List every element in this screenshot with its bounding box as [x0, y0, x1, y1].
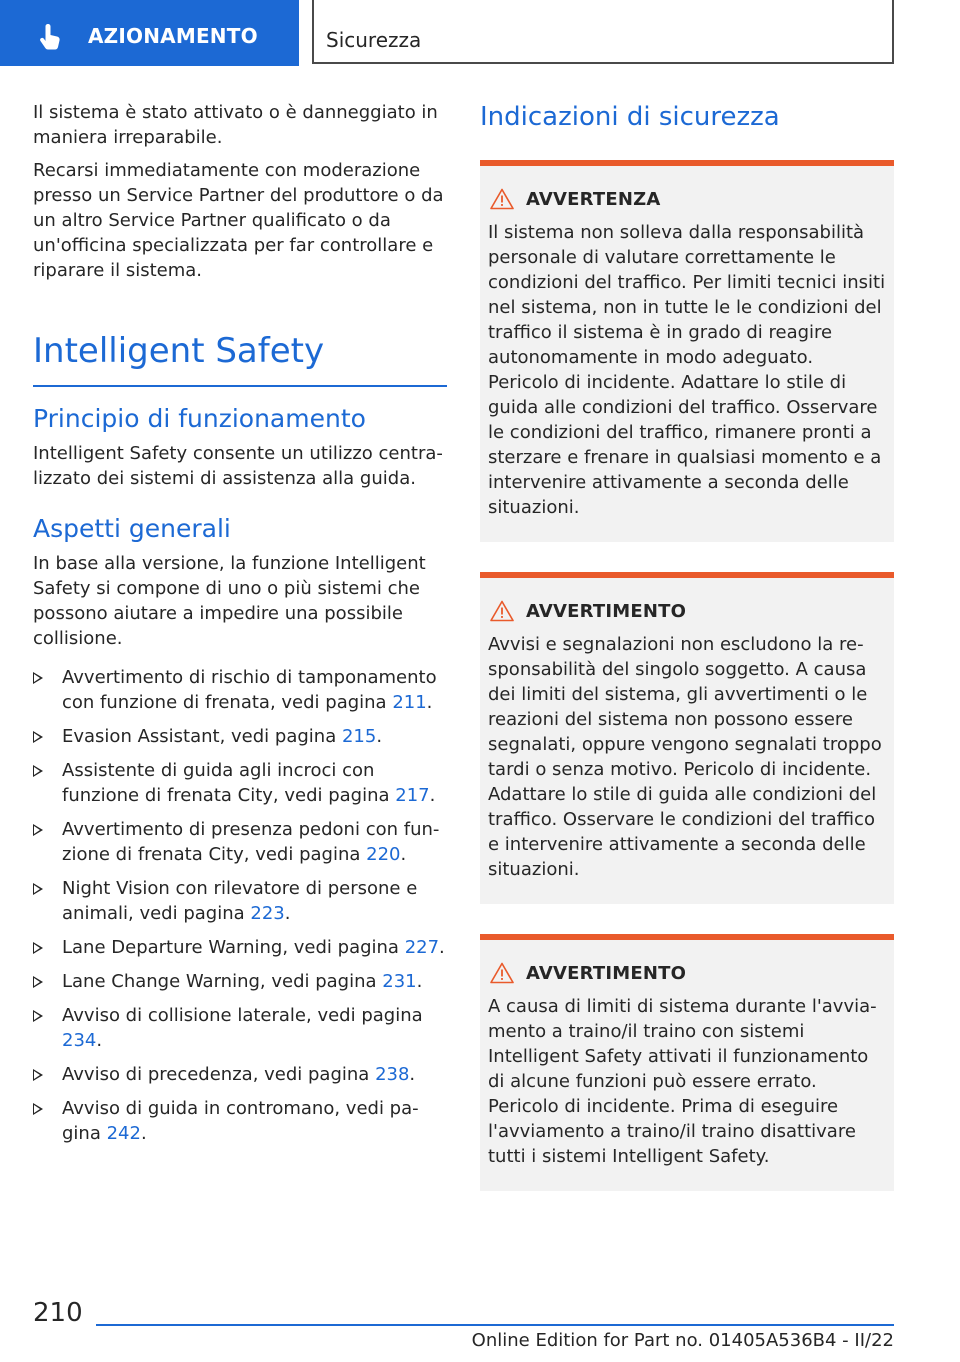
principle-heading: Principio di funzionamento	[33, 404, 366, 433]
left-column	[33, 100, 447, 1155]
intro-paragraph: Recarsi immediatamente con moderazione presso un Service Partner del produttore o da un altro Service Partner qualificato o da un'officina specializzata per far controllare e riparare il sistema.	[33, 160, 444, 281]
list-item	[33, 969, 447, 994]
warning-triangle-icon	[490, 962, 514, 984]
item-end: .	[426, 692, 433, 713]
page-link[interactable]: 242	[106, 1123, 141, 1144]
list-item	[33, 817, 447, 867]
item-end: .	[96, 1030, 103, 1051]
footer-rule	[96, 1324, 894, 1326]
item-text: Avvertimento di rischio di tamponamento con funzione di frenata, vedi pagina	[62, 667, 437, 713]
section-tab	[0, 0, 299, 66]
intro-paragraph: Il sistema è stato attivato o è danneggiato in maniera irreparabile.	[33, 102, 438, 148]
item-text: Assistente di guida agli incroci con funzione di frenata City, vedi pagina	[62, 760, 396, 806]
warning-text: Il sistema non solleva dalla responsabilità personale di valutare correttamente le condizioni del traffico. Per limiti tecnici insiti nel sistema, non in tutte le le condizioni del traffico il sistema è in grado di reagire autonomamente in modo adeguato. Pericolo di incidente. Adattare lo stile di guida alle condizioni del traffico. Osservare le condizioni del traffico, rimanere pronti a sterzare e frenare in qualsiasi momento e a intervenire attivamente a seconda delle situazioni.	[488, 222, 886, 518]
list-item	[33, 758, 447, 808]
page-link[interactable]: 227	[404, 937, 440, 958]
item-end: .	[416, 971, 423, 992]
item-text: Lane Departure Warning, vedi pagina	[62, 937, 405, 958]
item-text: Avviso di precedenza, vedi pagina	[62, 1064, 376, 1085]
warning-text: A causa di limiti di sistema durante l'avviamento a traino/il traino con sistemi Intelligent Safety attivati il funzionamento di alcune funzioni può essere errato. Pericolo di incidente. Prima di eseguire l'avviamento a traino/il traino disattivare tutti i sistemi Intelligent Safety.	[488, 996, 877, 1167]
warning-title: AVVERTIMENTO	[526, 962, 687, 984]
item-text: Avvertimento di presenza pedoni con funzione di frenata City, vedi pagina	[62, 819, 440, 865]
general-heading: Aspetti generali	[33, 514, 231, 543]
item-text: Avviso di collisione laterale, vedi pagina	[62, 1005, 423, 1026]
page-link[interactable]: 234	[62, 1030, 97, 1051]
list-item	[33, 876, 447, 926]
warning-box	[480, 160, 894, 542]
item-text: Avviso di guida in contromano, vedi pagina	[62, 1098, 419, 1144]
page-link[interactable]: 238	[375, 1064, 410, 1085]
systems-list	[33, 665, 447, 1146]
bullet-arrow-icon	[33, 1010, 43, 1022]
list-item	[33, 1096, 447, 1146]
bullet-arrow-icon	[33, 765, 43, 777]
main-heading: Intelligent Safety	[33, 329, 447, 387]
safety-heading: Indicazioni di sicurezza	[480, 102, 780, 132]
bullet-arrow-icon	[33, 883, 43, 895]
right-column	[480, 100, 894, 1221]
bullet-arrow-icon	[33, 731, 43, 743]
warning-header	[490, 600, 886, 622]
warning-box	[480, 572, 894, 904]
section-title: AZIONAMENTO	[88, 24, 258, 48]
list-item	[33, 665, 447, 715]
item-text: Evasion Assistant, vedi pagina	[62, 726, 342, 747]
warning-title: AVVERTIMENTO	[526, 600, 687, 622]
bullet-arrow-icon	[33, 1103, 43, 1115]
page-link[interactable]: 211	[392, 692, 427, 713]
item-end: .	[409, 1064, 416, 1085]
warning-header	[490, 962, 886, 984]
page-link[interactable]: 223	[250, 903, 285, 924]
item-end: .	[140, 1123, 147, 1144]
list-item	[33, 724, 447, 749]
item-text: Night Vision con rilevatore di persone e animali, vedi pagina	[62, 878, 418, 924]
list-item	[33, 935, 447, 960]
warning-triangle-icon	[490, 188, 514, 210]
bullet-arrow-icon	[33, 672, 43, 684]
bullet-arrow-icon	[33, 976, 43, 988]
item-end: .	[429, 785, 436, 806]
item-end: .	[400, 844, 407, 865]
page-link[interactable]: 231	[382, 971, 417, 992]
chapter-title: Sicurezza	[326, 28, 422, 52]
list-item	[33, 1062, 447, 1087]
item-text: Lane Change Warning, vedi pagina	[62, 971, 383, 992]
warning-text: Avvisi e segnalazioni non escludono la responsabilità del singolo soggetto. A causa dei limiti del sistema, gli avvertimenti o le reazioni del sistema non possono essere segnalati, oppure vengono segnalati troppo tardi o senza motivo. Pericolo di incidente. Adattare lo stile di guida alle condizioni del traffico. Osservare le condizioni del traffico e intervenire attivamente a seconda delle situazioni.	[488, 634, 882, 880]
principle-text: Intelligent Safety consente un utilizzo centralizzato dei sistemi di assistenza alla guida.	[33, 443, 443, 489]
edition-note: Online Edition for Part no. 01405A536B4 - II/22	[471, 1330, 894, 1351]
item-end: .	[439, 937, 445, 958]
warning-triangle-icon	[490, 600, 514, 622]
warning-header	[490, 188, 886, 210]
warning-title: AVVERTENZA	[526, 188, 661, 210]
warnings-list	[480, 160, 894, 1191]
page-link[interactable]: 220	[366, 844, 401, 865]
warning-box	[480, 934, 894, 1191]
hand-pointer-icon	[36, 22, 66, 52]
item-end: .	[284, 903, 291, 924]
list-item	[33, 1003, 447, 1053]
bullet-arrow-icon	[33, 1069, 43, 1081]
bullet-arrow-icon	[33, 824, 43, 836]
page-number: 210	[33, 1298, 83, 1328]
bullet-arrow-icon	[33, 942, 43, 954]
item-end: .	[376, 726, 383, 747]
general-text: In base alla versione, la funzione Intelligent Safety si compone di uno o più sistemi che possono aiutare a impedire una possibile collisione.	[33, 553, 426, 649]
page-link[interactable]: 215	[341, 726, 377, 747]
page-link[interactable]: 217	[395, 785, 430, 806]
